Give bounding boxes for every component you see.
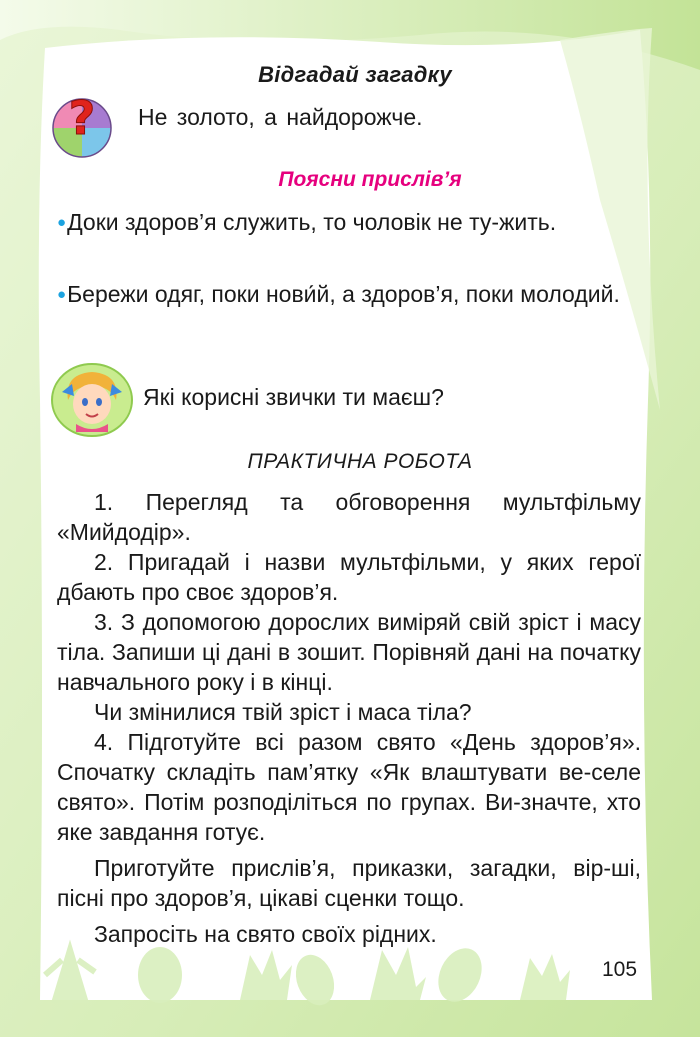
proverb-item: [57, 280, 641, 309]
practical-paragraph: 2. Пригадай і назви мультфільми, у яких герої дбають про своє здоров’я.: [57, 549, 641, 605]
bullet-dot-icon: ●: [57, 286, 67, 303]
question-puzzle-icon: [52, 88, 112, 160]
page-number: 105: [602, 958, 638, 981]
girl-character-icon: [50, 362, 134, 438]
proverb-text: Доки здоров’я служить, то чоловік не ту-жить.: [67, 209, 557, 235]
practical-heading: ПРАКТИЧНА РОБОТА: [247, 450, 473, 473]
practical-paragraph: Чи змінилися твій зріст і маса тіла?: [94, 699, 472, 725]
svg-text:?: ?: [68, 91, 96, 145]
practical-paragraph: Приготуйте прислів’я, приказки, загадки, вір-ші, пісні про здоров’я, цікаві сценки тощо.: [57, 855, 641, 911]
practical-paragraph: Запросіть на свято своїх рідних.: [94, 921, 437, 947]
riddle-heading: Відгадай загадку: [258, 62, 452, 87]
riddle-text: Не золото, а найдорожче.: [138, 104, 423, 130]
proverb-text: Бережи одяг, поки нови́й, а здоров’я, поки молодий.: [67, 281, 620, 307]
practical-paragraph: 1. Перегляд та обговорення мультфільму «Мийдодір».: [57, 489, 641, 545]
practical-text: [57, 487, 641, 949]
proverb-item: [57, 208, 641, 237]
practical-paragraph: 4. Підготуйте всі разом свято «День здоров’я». Спочатку складіть пам’ятку «Як влаштувати ве-селе свято». Потім розподіліться по групах. Ви-значте, хто яке завдання готує.: [57, 729, 641, 845]
bullet-dot-icon: ●: [57, 214, 67, 231]
discussion-question: Які корисні звички ти маєш?: [143, 384, 444, 410]
proverbs-heading: Поясни прислів’я: [278, 168, 462, 191]
practical-paragraph: 3. З допомогою дорослих виміряй свій зріст і масу тіла. Запиши ці дані в зошит. Порівняй дані на початку навчального року і в кінці.: [57, 609, 641, 695]
